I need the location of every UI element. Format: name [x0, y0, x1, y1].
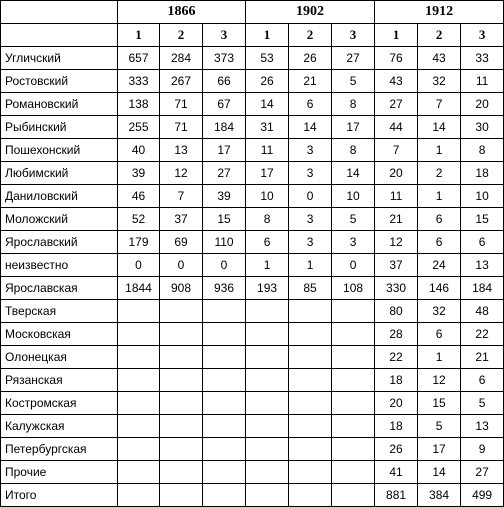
table-row [1, 185, 504, 208]
table-cell: 14 [246, 93, 289, 116]
table-cell [246, 346, 289, 369]
table-cell [246, 369, 289, 392]
table-cell [332, 346, 375, 369]
table-cell [118, 438, 160, 461]
row-label: Московская [1, 323, 118, 346]
table-cell [332, 438, 375, 461]
table-cell [118, 369, 160, 392]
table-cell: 1 [418, 185, 461, 208]
table-cell [289, 323, 332, 346]
table-cell: 10 [246, 185, 289, 208]
table-row [1, 277, 504, 300]
table-cell: 0 [203, 254, 246, 277]
year-header: 1902 [246, 1, 375, 24]
table-cell [246, 323, 289, 346]
table-cell: 32 [418, 70, 461, 93]
subcolumn-header: 3 [461, 24, 504, 47]
table-cell: 80 [375, 300, 418, 323]
table-cell: 179 [118, 231, 160, 254]
table-cell [203, 300, 246, 323]
table-cell: 5 [332, 208, 375, 231]
row-label: Угличский [1, 47, 118, 70]
table-row [1, 484, 504, 507]
table-cell: 17 [418, 438, 461, 461]
table-cell [246, 392, 289, 415]
table-cell: 7 [160, 185, 203, 208]
table-cell: 1 [246, 254, 289, 277]
table-cell: 17 [246, 162, 289, 185]
year-header-row [1, 1, 504, 24]
table-cell [332, 461, 375, 484]
row-label: Любимский [1, 162, 118, 185]
table-cell [160, 369, 203, 392]
table-cell: 1 [418, 346, 461, 369]
table-cell: 15 [461, 208, 504, 231]
table-cell [289, 415, 332, 438]
row-label: Костромская [1, 392, 118, 415]
table-cell [289, 300, 332, 323]
table-cell [203, 346, 246, 369]
table-cell: 71 [160, 116, 203, 139]
table-cell: 32 [418, 300, 461, 323]
table-row [1, 231, 504, 254]
table-cell: 31 [246, 116, 289, 139]
table-row [1, 47, 504, 70]
table-cell: 12 [375, 231, 418, 254]
table-row [1, 254, 504, 277]
subcolumn-header: 3 [332, 24, 375, 47]
table-cell: 18 [461, 162, 504, 185]
table-cell: 13 [461, 254, 504, 277]
table-cell: 27 [332, 47, 375, 70]
table-cell: 11 [461, 70, 504, 93]
table-cell: 20 [375, 392, 418, 415]
table-cell: 8 [332, 139, 375, 162]
subcolumn-header: 2 [289, 24, 332, 47]
table-cell [203, 484, 246, 507]
table-cell: 14 [418, 116, 461, 139]
table-cell: 43 [418, 47, 461, 70]
subcolumn-header: 1 [246, 24, 289, 47]
table-row [1, 438, 504, 461]
table-cell: 881 [375, 484, 418, 507]
table-cell: 108 [332, 277, 375, 300]
row-label: Ростовский [1, 70, 118, 93]
table-cell: 12 [418, 369, 461, 392]
table-cell [332, 392, 375, 415]
table-cell [289, 438, 332, 461]
table-cell: 0 [289, 185, 332, 208]
table-cell: 21 [289, 70, 332, 93]
table-cell: 9 [461, 438, 504, 461]
table-cell: 657 [118, 47, 160, 70]
table-cell: 7 [418, 93, 461, 116]
table-cell [203, 415, 246, 438]
row-label: Петербургская [1, 438, 118, 461]
table-cell: 66 [203, 70, 246, 93]
table-cell: 7 [375, 139, 418, 162]
table-cell: 11 [375, 185, 418, 208]
table-cell: 138 [118, 93, 160, 116]
table-cell: 43 [375, 70, 418, 93]
subcolumn-header: 2 [160, 24, 203, 47]
row-label: Прочие [1, 461, 118, 484]
table-cell: 3 [332, 231, 375, 254]
table-cell [118, 300, 160, 323]
table-row [1, 392, 504, 415]
table-cell [118, 461, 160, 484]
table-cell: 28 [375, 323, 418, 346]
row-label: Ярославский [1, 231, 118, 254]
table-cell: 6 [461, 231, 504, 254]
table-cell: 76 [375, 47, 418, 70]
row-label: Олонецкая [1, 346, 118, 369]
corner-cell [1, 1, 118, 24]
table-cell: 146 [418, 277, 461, 300]
table-cell: 330 [375, 277, 418, 300]
table-row [1, 93, 504, 116]
table-cell [203, 438, 246, 461]
table-cell: 46 [118, 185, 160, 208]
table-cell: 1 [289, 254, 332, 277]
table-cell: 15 [418, 392, 461, 415]
row-label: Рязанская [1, 369, 118, 392]
table-cell [332, 369, 375, 392]
table-cell [118, 484, 160, 507]
table-cell: 40 [118, 139, 160, 162]
table-cell: 12 [160, 162, 203, 185]
table-cell: 3 [289, 208, 332, 231]
table-cell: 1 [418, 139, 461, 162]
table-cell: 22 [375, 346, 418, 369]
table-cell [160, 461, 203, 484]
table-cell [118, 392, 160, 415]
table-cell: 14 [289, 116, 332, 139]
table-cell: 39 [118, 162, 160, 185]
table-cell: 384 [418, 484, 461, 507]
table-cell [246, 300, 289, 323]
table-cell: 193 [246, 277, 289, 300]
table-cell: 5 [461, 392, 504, 415]
table-cell: 255 [118, 116, 160, 139]
table-cell: 5 [418, 415, 461, 438]
table-cell [160, 300, 203, 323]
table-cell: 8 [246, 208, 289, 231]
row-label: Ярославская [1, 277, 118, 300]
table-cell [203, 392, 246, 415]
table-cell [160, 392, 203, 415]
row-label: Даниловский [1, 185, 118, 208]
row-label: Пошехонский [1, 139, 118, 162]
table-row [1, 461, 504, 484]
table-cell: 21 [461, 346, 504, 369]
table-cell [118, 346, 160, 369]
table-cell: 22 [461, 323, 504, 346]
table-cell: 333 [118, 70, 160, 93]
table-cell: 6 [289, 93, 332, 116]
table-cell: 8 [332, 93, 375, 116]
table-cell: 13 [461, 415, 504, 438]
table-cell: 71 [160, 93, 203, 116]
table-row [1, 70, 504, 93]
table-cell [203, 323, 246, 346]
table-cell [289, 461, 332, 484]
table-cell [160, 346, 203, 369]
row-label: Моложский [1, 208, 118, 231]
table-cell: 52 [118, 208, 160, 231]
table-cell [289, 484, 332, 507]
table-cell: 373 [203, 47, 246, 70]
table-cell: 936 [203, 277, 246, 300]
table-cell: 15 [203, 208, 246, 231]
table-cell: 21 [375, 208, 418, 231]
table-cell: 20 [375, 162, 418, 185]
subcolumn-header: 1 [118, 24, 160, 47]
table-cell: 33 [461, 47, 504, 70]
table-cell: 1844 [118, 277, 160, 300]
table-row [1, 208, 504, 231]
table-cell: 39 [203, 185, 246, 208]
table-cell: 18 [375, 415, 418, 438]
table-cell [160, 323, 203, 346]
table-cell: 24 [418, 254, 461, 277]
row-label: Тверская [1, 300, 118, 323]
table-row [1, 323, 504, 346]
table-cell: 14 [332, 162, 375, 185]
table-cell: 10 [332, 185, 375, 208]
table-cell: 26 [289, 47, 332, 70]
table-body [1, 47, 504, 507]
table-cell [118, 323, 160, 346]
table-cell: 26 [246, 70, 289, 93]
year-header: 1866 [118, 1, 246, 24]
table-cell: 0 [118, 254, 160, 277]
row-label: Калужская [1, 415, 118, 438]
table-cell: 110 [203, 231, 246, 254]
table-cell: 499 [461, 484, 504, 507]
table-cell: 37 [160, 208, 203, 231]
table-row [1, 369, 504, 392]
table-cell: 6 [418, 231, 461, 254]
table-cell: 3 [289, 231, 332, 254]
row-label: Романовский [1, 93, 118, 116]
table-row [1, 346, 504, 369]
table-cell: 0 [160, 254, 203, 277]
table-cell: 17 [203, 139, 246, 162]
table-cell: 11 [246, 139, 289, 162]
row-label: Итого [1, 484, 118, 507]
table-cell: 3 [289, 139, 332, 162]
table-cell: 67 [203, 93, 246, 116]
table-cell: 13 [160, 139, 203, 162]
table-cell [203, 369, 246, 392]
table-cell: 3 [289, 162, 332, 185]
table-cell: 41 [375, 461, 418, 484]
table-cell: 44 [375, 116, 418, 139]
table-cell: 6 [418, 323, 461, 346]
row-label: Рыбинский [1, 116, 118, 139]
table-cell [203, 461, 246, 484]
table-cell [118, 415, 160, 438]
table-row [1, 300, 504, 323]
table-cell [332, 323, 375, 346]
table-cell: 26 [375, 438, 418, 461]
table-cell [160, 415, 203, 438]
table-cell: 27 [203, 162, 246, 185]
table-cell: 2 [418, 162, 461, 185]
table-cell: 908 [160, 277, 203, 300]
table-cell: 37 [375, 254, 418, 277]
table-cell: 6 [461, 369, 504, 392]
table-cell: 14 [418, 461, 461, 484]
table-cell: 10 [461, 185, 504, 208]
table-cell [332, 415, 375, 438]
table-cell: 8 [461, 139, 504, 162]
subcolumn-header: 3 [203, 24, 246, 47]
row-label: неизвестно [1, 254, 118, 277]
table-cell: 48 [461, 300, 504, 323]
table-cell: 284 [160, 47, 203, 70]
table-cell: 18 [375, 369, 418, 392]
table-cell [289, 346, 332, 369]
table-cell: 267 [160, 70, 203, 93]
table-cell [160, 438, 203, 461]
table-row [1, 139, 504, 162]
table-cell: 27 [375, 93, 418, 116]
table-cell: 6 [418, 208, 461, 231]
corner-cell [1, 24, 118, 47]
subcolumn-header: 1 [375, 24, 418, 47]
table-cell: 17 [332, 116, 375, 139]
table-row [1, 415, 504, 438]
table-row [1, 162, 504, 185]
table-cell: 0 [332, 254, 375, 277]
table-cell: 85 [289, 277, 332, 300]
subcolumn-header-row [1, 24, 504, 47]
table-cell [246, 438, 289, 461]
table-cell [160, 484, 203, 507]
table-cell: 53 [246, 47, 289, 70]
table-cell: 6 [246, 231, 289, 254]
table-cell [289, 369, 332, 392]
table-cell: 20 [461, 93, 504, 116]
table-cell [332, 300, 375, 323]
table-cell [246, 415, 289, 438]
table-cell: 30 [461, 116, 504, 139]
table-cell [332, 484, 375, 507]
subcolumn-header: 2 [418, 24, 461, 47]
table-cell [246, 461, 289, 484]
table-row [1, 116, 504, 139]
table-cell [246, 484, 289, 507]
table-cell: 184 [461, 277, 504, 300]
table-cell: 5 [332, 70, 375, 93]
year-header: 1912 [375, 1, 504, 24]
table-cell [289, 392, 332, 415]
table-cell: 69 [160, 231, 203, 254]
table-cell: 27 [461, 461, 504, 484]
table-cell: 184 [203, 116, 246, 139]
